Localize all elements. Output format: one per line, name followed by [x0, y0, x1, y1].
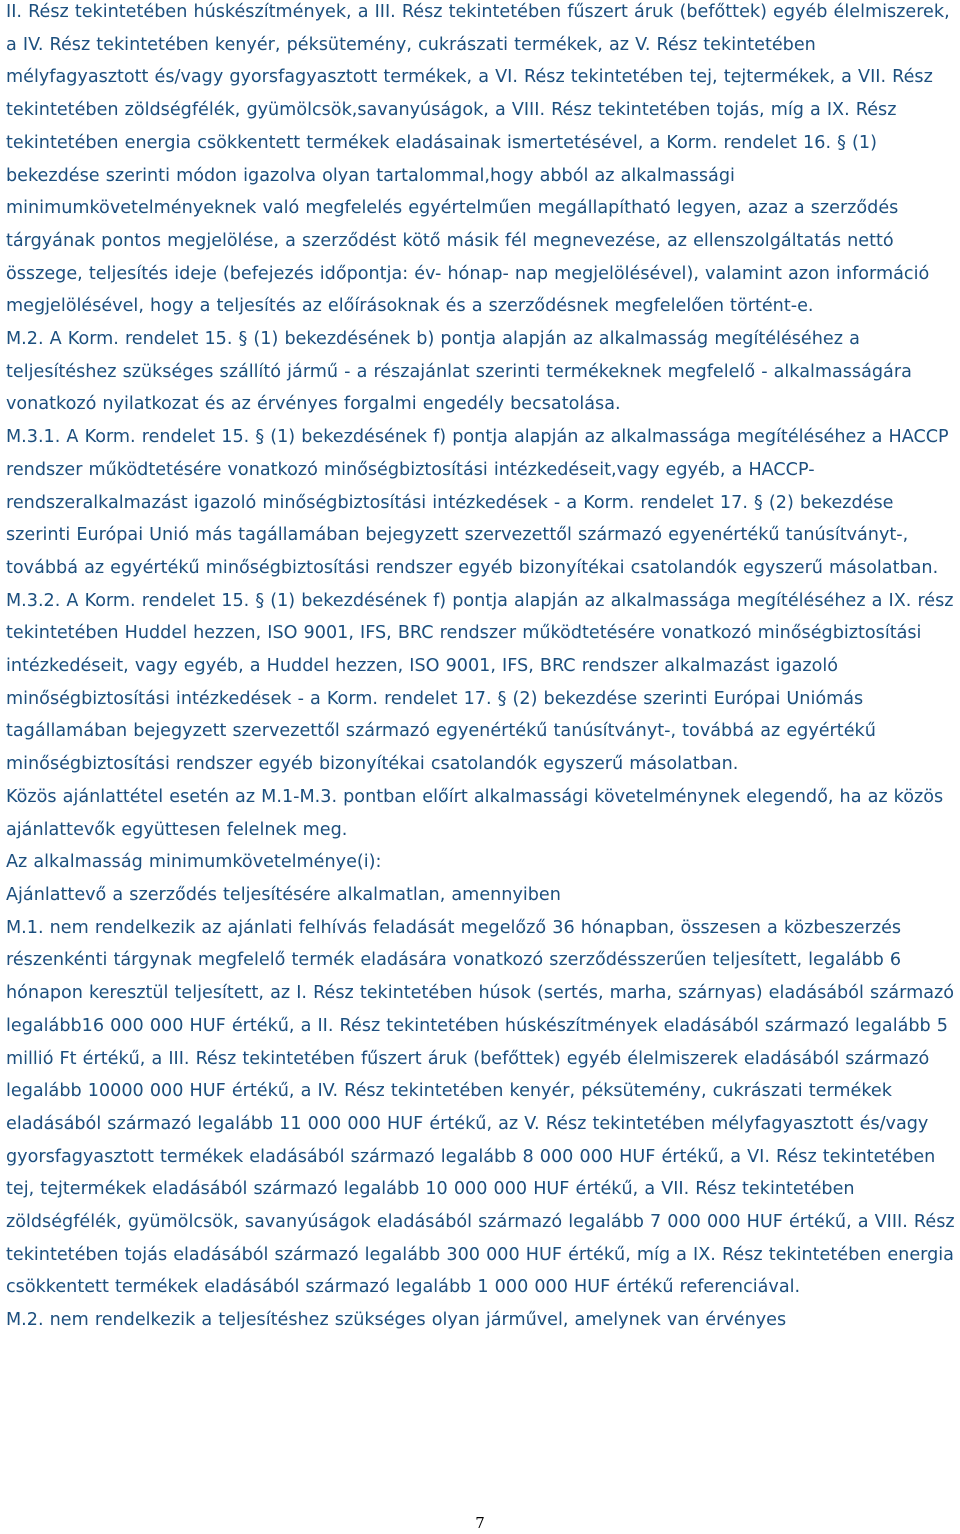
paragraph-unfit-intro: Ajánlattevő a szerződés teljesítésére alkalmatlan, amennyiben — [6, 884, 561, 905]
document-body — [6, 0, 956, 1337]
paragraph-m2-vehicle-requirement: M.2. nem rendelkezik a teljesítéshez szükséges olyan járművel, amelynek van érvényes — [6, 1310, 787, 1331]
paragraph-minimum-requirements-heading: Az alkalmasság minimumkövetelménye(i): — [6, 852, 382, 873]
paragraph-m3-2-iso: M.3.2. A Korm. rendelet 15. § (1) bekezdésének f) pontja alapján az alkalmassága megítéléséhez a IX. rész tekintetében Huddel hezzen, ISO 9001, IFS, BRC rendszer működtetésére vonatkozó minőségbiztosítási intézkedéseit, vagy egyéb, a Huddel hezzen, ISO 9001, IFS, BRC rendszer alkalmazást igazoló minőségbiztosítási intézkedések - a Korm. rendelet 17. § (2) bekezdése szerinti Európai Uniómás tagállamában bejegyzett szervezettől származó egyenértékű tanúsítványt-, továbbá az egyértékű minőségbiztosítási rendszer egyéb bizonyítékai csatolandók egyszerű másolatban. — [6, 590, 954, 775]
paragraph-joint-bid: Közös ajánlattétel esetén az M.1-M.3. pontban előírt alkalmassági követelménynek elegendő, ha az közös ajánlattevők együttesen felelnek meg. — [6, 786, 944, 840]
paragraph-m1-references: M.1. nem rendelkezik az ajánlati felhívás feladását megelőző 36 hónapban, összesen a közbeszerzés részenkénti tárgynak megfelelő termék eladására vonatkozó szerződésszerűen teljesített, legalább 6 hónapon keresztül teljesített, az I. Rész tekintetében húsok (sertés, marha, szárnyas) eladásából származó legalább16 000 000 HUF értékű, a II. Rész tekintetében húskészítmények eladásából származó legalább 5 millió Ft értékű, a III. Rész tekintetében fűszert áruk (befőttek) egyéb élelmiszerek eladásából származó legalább 10000 000 HUF értékű, a IV. Rész tekintetében kenyér, péksütemény, cukrászati termékek eladásából származó legalább 11 000 000 HUF értékű, az V. Rész tekintetében mélyfagyasztott és/vagy gyorsfagyasztott termékek eladásából származó legalább 8 000 000 HUF értékű, a VI. Rész tekintetében tej, tejtermékek eladásából származó legalább 10 000 000 HUF értékű, a VII. Rész tekintetében zöldségfélék, gyümölcsök, savanyúságok eladásából származó legalább 7 000 000 HUF értékű, a VIII. Rész tekintetében tojás eladásából származó legalább 300 000 HUF értékű, míg a IX. Rész tekintetében energia csökkentett termékek eladásából származó legalább 1 000 000 HUF értékű referenciával. — [6, 917, 955, 1298]
page-number: 7 — [475, 1514, 485, 1532]
paragraph-m2-vehicle: M.2. A Korm. rendelet 15. § (1) bekezdésének b) pontja alapján az alkalmasság megítéléséhez a teljesítéshez szükséges szállító jármű - a részajánlat szerinti termékeknek megfelelő - alkalmasságára vonatkozó nyilatkozat és az érvényes forgalmi engedély becsatolása. — [6, 329, 912, 415]
paragraph-m3-1-haccp: M.3.1. A Korm. rendelet 15. § (1) bekezdésének f) pontja alapján az alkalmassága megítéléséhez a HACCP rendszer működtetésére vonatkozó minőségbiztosítási intézkedéseit,vagy egyéb, a HACCP-rendszeralkalmazást igazoló minőségbiztosítási intézkedések - a Korm. rendelet 17. § (2) bekezdése szerinti Európai Unió más tagállamában bejegyzett szervezettől származó egyenértékű tanúsítványt-, továbbá az egyértékű minőségbiztosítási rendszer egyéb bizonyítékai csatolandók egyszerű másolatban. — [6, 427, 949, 578]
paragraph-experience-summary: II. Rész tekintetében húskészítmények, a III. Rész tekintetében fűszert áruk (befőttek) egyéb élelmiszerek, a IV. Rész tekintetében kenyér, péksütemény, cukrászati termékek, az V. Rész tekintetében mélyfagyasztott és/vagy gyorsfagyasztott termékek, a VI. Rész tekintetében tej, tejtermékek, a VII. Rész tekintetében zöldségfélék, gyümölcsök,savanyúságok, a VIII. Rész tekintetében tojás, míg a IX. Rész tekintetében energia csökkentett termékek eladásainak ismertetésével, a Korm. rendelet 16. § (1) bekezdése szerinti módon igazolva olyan tartalommal,hogy abból az alkalmassági minimumkövetelményeknek való megfelelés egyértelműen megállapítható legyen, azaz a szerződés tárgyának pontos megjelölése, a szerződést kötő másik fél megnevezése, az ellenszolgáltatás nettó összege, teljesítés ideje (befejezés időpontja: év- hónap- nap megjelölésével), valamint azon információ megjelölésével, hogy a teljesítés az előírásoknak és a szerződésnek megfelelően történt-e. — [6, 2, 950, 317]
